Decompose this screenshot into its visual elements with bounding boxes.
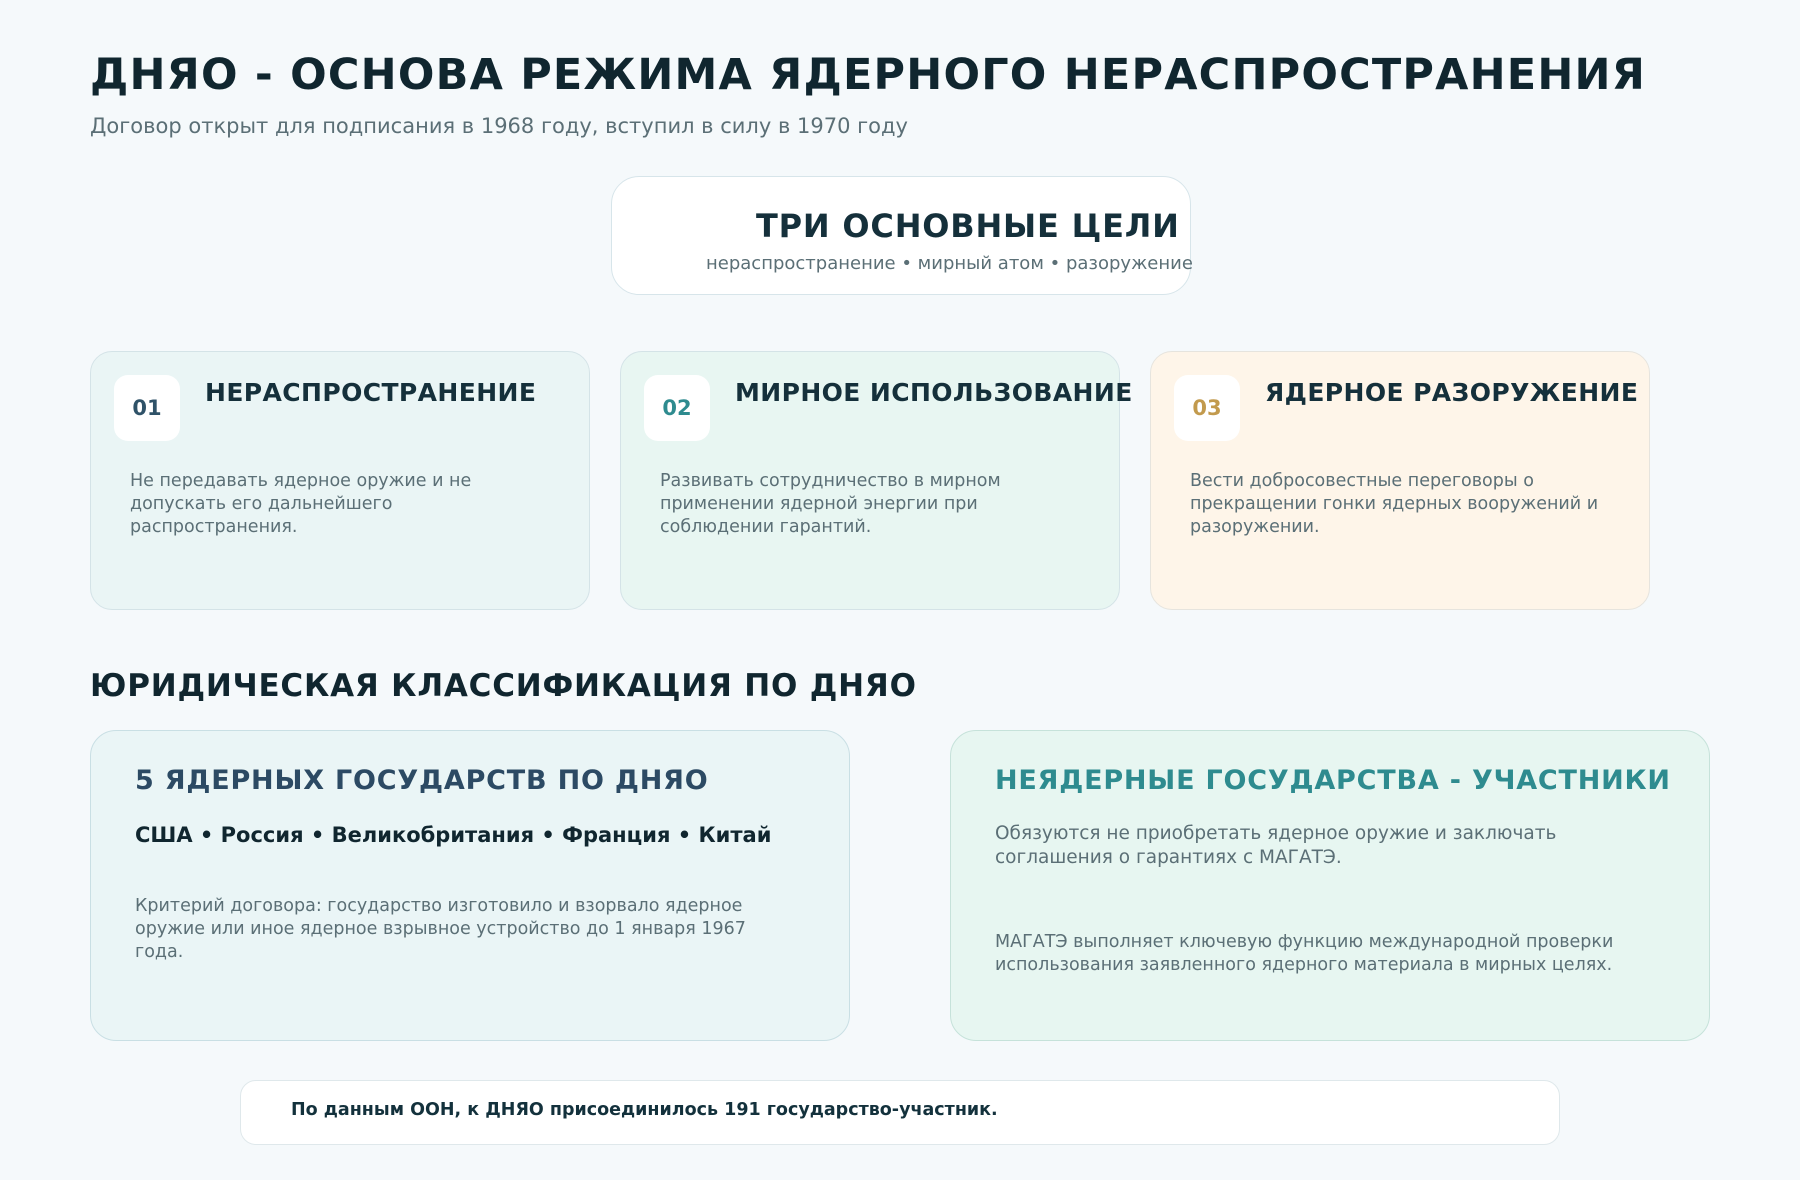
goal-card-title: МИРНОЕ ИСПОЛЬЗОВАНИЕ bbox=[735, 378, 1133, 407]
goal-card-title: ЯДЕРНОЕ РАЗОРУЖЕНИЕ bbox=[1265, 378, 1639, 407]
footer-text: По данным ООН, к ДНЯО присоединилось 191 государство-участник. bbox=[291, 1100, 998, 1120]
goal-card-nonproliferation bbox=[90, 351, 590, 610]
non-nuclear-states-title: НЕЯДЕРНЫЕ ГОСУДАРСТВА - УЧАСТНИКИ bbox=[995, 765, 1671, 796]
nuclear-criterion-text: Критерий договора: государство изготовило и взорвало ядерное оружие или иное ядерное взрывное устройство до 1 января 1967 года. bbox=[135, 896, 746, 962]
page-title: ДНЯО - ОСНОВА РЕЖИМА ЯДЕРНОГО НЕРАСПРОСТРАНЕНИЯ bbox=[90, 50, 1647, 100]
footer-note bbox=[240, 1080, 1560, 1145]
goal-number-badge: 01 bbox=[114, 375, 180, 441]
goal-card-title: НЕРАСПРОСТРАНЕНИЕ bbox=[205, 378, 537, 407]
classification-section-title: ЮРИДИЧЕСКАЯ КЛАССИФИКАЦИЯ ПО ДНЯО bbox=[90, 668, 917, 704]
goals-tags: нераспространение • мирный атом • разоружение bbox=[706, 253, 1193, 274]
goals-title: ТРИ ОСНОВНЫЕ ЦЕЛИ bbox=[756, 207, 1180, 245]
goal-card-disarmament bbox=[1150, 351, 1650, 610]
goal-number-badge: 02 bbox=[644, 375, 710, 441]
goal-card-text: Развивать сотрудничество в мирном применении ядерной энергии при соблюдении гарантий. bbox=[660, 471, 1001, 537]
goal-card-text: Вести добросовестные переговоры о прекращении гонки ядерных вооружений и разоружении. bbox=[1190, 471, 1599, 537]
iaea-role-text: МАГАТЭ выполняет ключевую функцию международной проверки использования заявленного ядерного материала в мирных целях. bbox=[995, 932, 1614, 975]
header bbox=[90, 50, 1646, 138]
non-nuclear-obligation-text: Обязуются не приобретать ядерное оружие и заключать соглашения о гарантиях с МАГАТЭ. bbox=[995, 823, 1557, 868]
page-subtitle: Договор открыт для подписания в 1968 году, вступил в силу в 1970 году bbox=[90, 114, 908, 138]
goals-box bbox=[611, 176, 1191, 295]
goal-card-peaceful-use bbox=[620, 351, 1133, 610]
nuclear-states-title: 5 ЯДЕРНЫХ ГОСУДАРСТВ ПО ДНЯО bbox=[135, 765, 709, 796]
goal-card-text: Не передавать ядерное оружие и не допускать его дальнейшего распространения. bbox=[130, 471, 472, 537]
nuclear-states-panel bbox=[90, 730, 850, 1041]
non-nuclear-states-panel bbox=[950, 730, 1710, 1041]
nuclear-states-list: США • Россия • Великобритания • Франция • Китай bbox=[135, 823, 772, 847]
goal-number-badge: 03 bbox=[1174, 375, 1240, 441]
